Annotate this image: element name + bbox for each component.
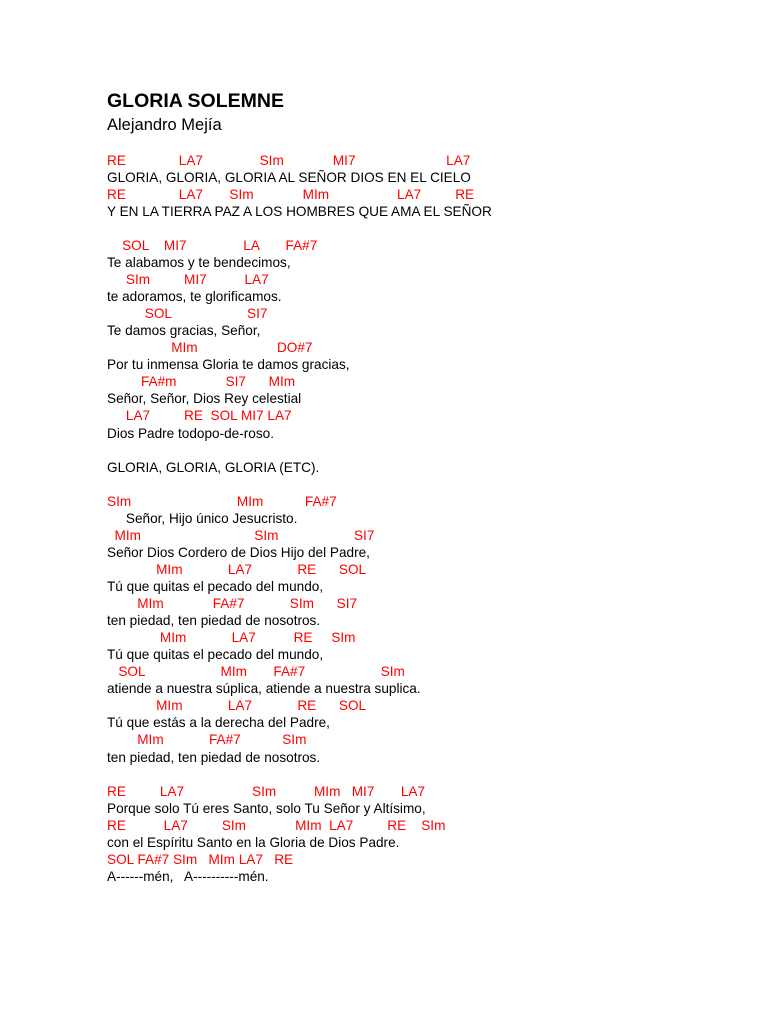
lyric-line: A------mén, A----------mén. xyxy=(107,869,269,884)
lyric-line: Tú que quitas el pecado del mundo, xyxy=(107,579,324,594)
lyric-line: Te damos gracias, Señor, xyxy=(107,323,261,338)
lyric-line: Señor, Hijo único Jesucristo. xyxy=(107,511,298,526)
lyric-line: Porque solo Tú eres Santo, solo Tu Señor y Altísimo, xyxy=(107,801,426,816)
chord-line: MIm FA#7 SIm xyxy=(107,732,307,747)
chord-line: SOL MI7 LA FA#7 xyxy=(107,238,318,253)
chord-line: MIm DO#7 xyxy=(107,340,313,355)
lyric-line: Y EN LA TIERRA PAZ A LOS HOMBRES QUE AMA EL SEÑOR xyxy=(107,204,492,219)
lyric-line: GLORIA, GLORIA, GLORIA AL SEÑOR DIOS EN EL CIELO xyxy=(107,170,471,185)
song-title: GLORIA SOLEMNE xyxy=(107,90,284,112)
chord-line: SOL FA#7 SIm MIm LA7 RE xyxy=(107,852,294,867)
lyric-line: Por tu inmensa Gloria te damos gracias, xyxy=(107,357,350,372)
chord-line: LA7 RE SOL MI7 LA7 xyxy=(107,408,292,423)
lyric-line: GLORIA, GLORIA, GLORIA (ETC). xyxy=(107,460,320,475)
chord-line: SIm MI7 LA7 xyxy=(107,272,269,287)
lyric-line: Tú que quitas el pecado del mundo, xyxy=(107,647,324,662)
chord-line: RE LA7 SIm MIm MI7 LA7 xyxy=(107,784,426,799)
lyric-line: Tú que estás a la derecha del Padre, xyxy=(107,715,330,730)
chord-line: MIm LA7 RE SOL xyxy=(107,698,367,713)
chord-line: MIm FA#7 SIm SI7 xyxy=(107,596,358,611)
lyric-line: Señor Dios Cordero de Dios Hijo del Padre, xyxy=(107,545,370,560)
chord-line: SOL SI7 xyxy=(107,306,268,321)
chord-line: MIm SIm SI7 xyxy=(107,528,375,543)
chord-line: RE LA7 SIm MIm LA7 RE SIm xyxy=(107,818,446,833)
chord-line: MIm LA7 RE SIm xyxy=(107,630,356,645)
chord-line: SOL MIm FA#7 SIm xyxy=(107,664,405,679)
chord-line: RE LA7 SIm MI7 LA7 xyxy=(107,153,471,168)
lyric-line: Te alabamos y te bendecimos, xyxy=(107,255,291,270)
lyric-line: ten piedad, ten piedad de nosotros. xyxy=(107,613,321,628)
chord-line: FA#m SI7 MIm xyxy=(107,374,296,389)
lyric-line: te adoramos, te glorificamos. xyxy=(107,289,282,304)
lyric-line: atiende a nuestra súplica, atiende a nuestra suplica. xyxy=(107,681,421,696)
lyric-line: Dios Padre todopo-de-roso. xyxy=(107,426,274,441)
chord-line: MIm LA7 RE SOL xyxy=(107,562,367,577)
lyric-line: Señor, Señor, Dios Rey celestial xyxy=(107,391,302,406)
song-author: Alejandro Mejía xyxy=(107,116,222,134)
chord-line: RE LA7 SIm MIm LA7 RE xyxy=(107,187,475,202)
chord-line: SIm MIm FA#7 xyxy=(107,494,337,509)
lyric-line: con el Espíritu Santo en la Gloria de Dios Padre. xyxy=(107,835,400,850)
lyric-line: ten piedad, ten piedad de nosotros. xyxy=(107,750,321,765)
